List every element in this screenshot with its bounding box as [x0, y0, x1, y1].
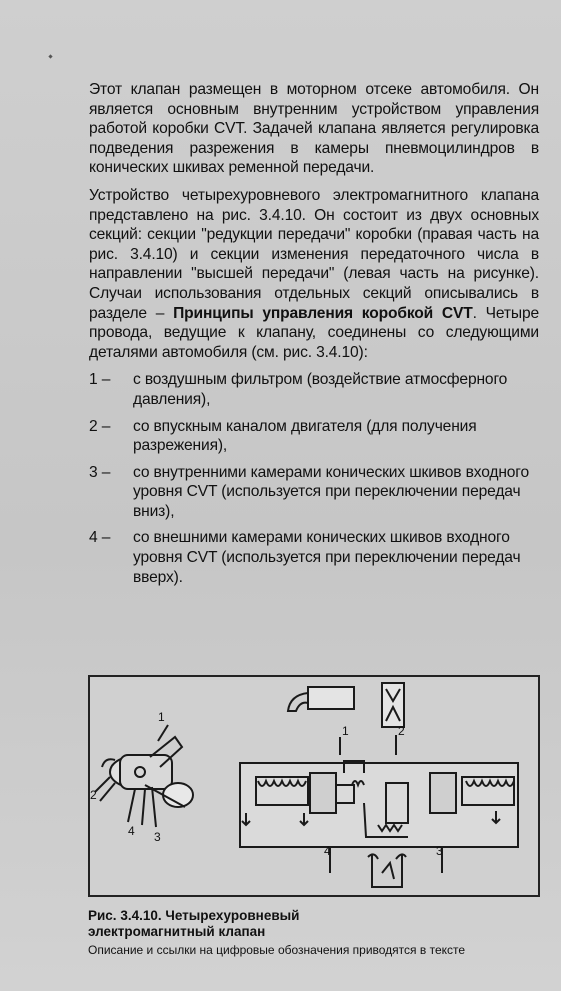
figure-caption: [88, 908, 548, 958]
label-4: 4: [128, 824, 135, 838]
list-number: 3 –: [89, 463, 111, 481]
label-2: 2: [398, 724, 405, 738]
list-item: [89, 370, 539, 409]
list-item: [89, 528, 539, 587]
section-reference: Принципы управления коробкой CVT: [173, 304, 473, 322]
label-4: 4: [324, 844, 331, 858]
caption-title-line-1: Рис. 3.4.10. Четырехуровневый: [88, 908, 300, 923]
bottom-connector-drawing: [368, 854, 406, 887]
list-text: со впускным каналом двигателя (для получения разрежения),: [133, 417, 477, 455]
valve-figure: [88, 675, 540, 897]
list-text: со внутренними камерами конических шкивов входного уровня CVT (используется при переключении передач вниз),: [133, 463, 530, 520]
label-3: 3: [436, 844, 443, 858]
paragraph-1: Этот клапан размещен в моторном отсеке автомобиля. Он является основным внутренним устройством управления работой коробки CVT. Задачей клапана является регулировка подведения разрежения в камеры пневмоцилиндров в конических шкивах ременной передачи.: [89, 81, 539, 177]
caption-text: Описание и ссылки на цифровые обозначения приводятся в тексте: [88, 943, 466, 957]
valve-exterior-drawing: [95, 725, 193, 827]
label-1: 1: [158, 710, 165, 724]
label-1: 1: [342, 724, 349, 738]
filter-drawing: [382, 683, 404, 727]
list-text: с воздушным фильтром (воздействие атмосферного давления),: [133, 371, 508, 408]
intake-nozzle-drawing: [288, 687, 354, 711]
list-item: [89, 417, 539, 456]
paragraph-2-tail: . Четыре провода, ведущие к клапану, соединены со следующими деталями автомобиля (см. рис. 3.4.10):: [89, 304, 539, 361]
paragraph-2: [89, 186, 539, 362]
list-number: 2 –: [89, 417, 111, 435]
list-item: [89, 463, 539, 522]
valve-section-drawing: [240, 761, 518, 873]
list-text: со внешними камерами конических шкивов входного уровня CVT (используется при переключении передач вверх).: [133, 529, 521, 586]
paragraph-2-text: Устройство четырехуровневого электромагнитного клапана представлено на рис. 3.4.10. Он состоит из двух основных секций: секции "редукции передачи" коробки (правая часть на рис. 3.4.10) и секции изменения передаточного числа в направлении "высшей передачи" (левая часть на рисунке). Случаи использования отдельных секций описывались в разделе –: [89, 186, 539, 322]
label-3: 3: [154, 830, 161, 844]
list-number: 1 –: [89, 371, 111, 389]
valve-diagram: [90, 677, 538, 895]
list-number: 4 –: [89, 529, 111, 547]
wire-list: [89, 370, 539, 587]
label-2: 2: [90, 788, 97, 802]
body-text: [89, 80, 539, 594]
caption-title-line-2: электромагнитный клапан: [88, 924, 266, 939]
page-speck: [48, 54, 52, 58]
